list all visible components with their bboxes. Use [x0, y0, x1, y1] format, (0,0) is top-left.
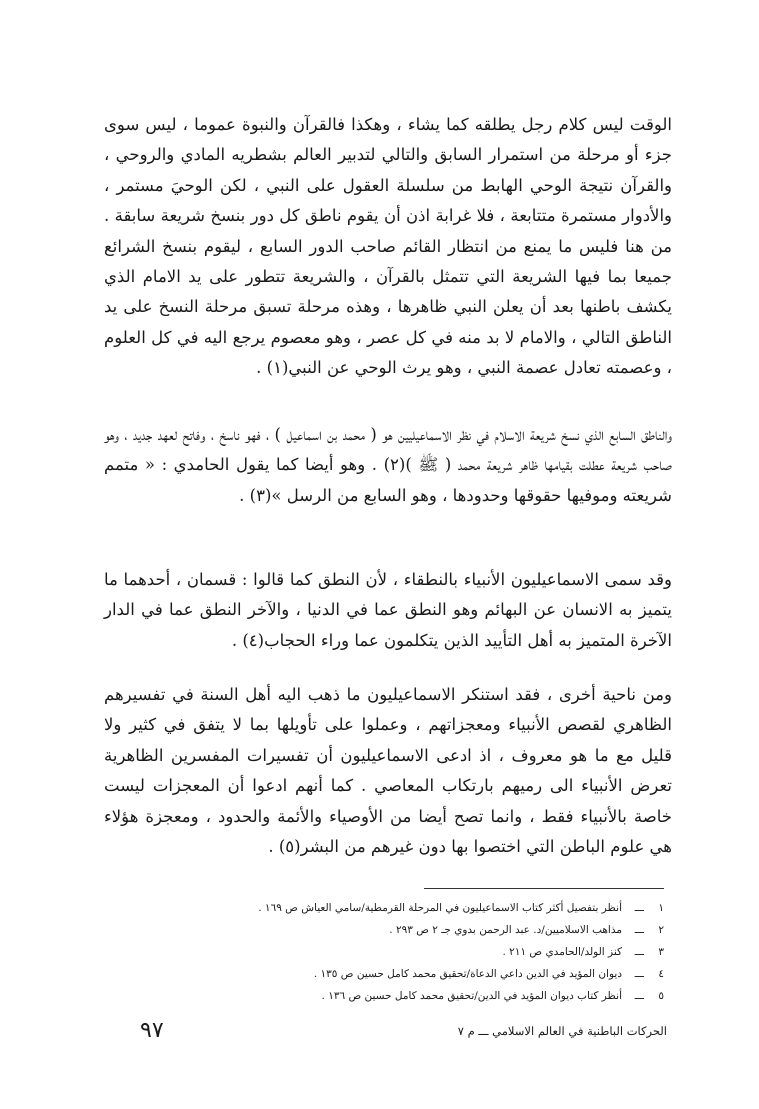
footnote-number: ٥	[658, 990, 664, 1002]
footnote-1	[258, 901, 664, 915]
footnote-text: ديوان المؤيد في الدين داعي الدعاة/تحقيق محمد كامل حسين ص ١٣٥ .	[313, 968, 622, 980]
footnote-number: ١	[658, 902, 664, 914]
footnote-number: ٢	[658, 924, 664, 936]
footnote-text: مذاهب الاسلاميين/د. عبد الرحمن بدوي جـ ٢ ص ٢٩٣ .	[389, 924, 622, 936]
footnote-number: ٣	[658, 946, 664, 958]
footnote-5	[300, 989, 664, 1003]
footnote-dash: ـــ	[634, 968, 644, 980]
footnote-number: ٤	[658, 968, 664, 980]
footnote-dash: ـــ	[634, 924, 644, 936]
footnote-3	[300, 945, 664, 959]
page-number: ٩٧	[140, 1018, 164, 1043]
body-paragraph-2: والناطق السابع الذي نسخ شريعة الاسلام في نظر الاسماعيليين هو ( محمد بن اسماعيل ) ، فهو ناسخ ، وفاتح لعهد جديد ، وهو صاحب شريعة عطلت بقيامها ظاهر شريعة محمد ( ﷺ )(٢) . وهو أيضا كما يقول الحامدي : « متمم شريعته وموفيها حقوقها وحدودها ، وهو السابع من الرسل »(٣) .	[104, 425, 672, 505]
footnote-dash: ـــ	[634, 902, 644, 914]
book-title-footer: الحركات الباطنية في العالم الاسلامي ـــ م ٧	[457, 1024, 667, 1038]
footnote-text: أنظر كتاب ديوان المؤيد في الدين/تحقيق محمد كامل حسين ص ١٣٦ .	[321, 990, 622, 1002]
body-paragraph-1: الوقت ليس كلام رجل يطلقه كما يشاء ، وهكذا فالقرآن والنبوة عموما ، ليس سوى جزء أو مرحلة من استمرار السابق والتالي لتدبير العالم بشطريه المادي والروحي ، والقرآن نتيجة الوحي الهابط من سلسلة العقول على النبي ، لكن الوحيَ مستمر ، والأدوار مستمرة متتابعة ، فلا غرابة اذن أن يقوم ناطق كل دور بنسخ شريعة سابقة . من هنا فليس ما يمنع من انتظار القائم صاحب الدور السابع ، ليقوم بنسخ الشرائع جميعا بما فيها الشريعة التي تتمثل بالقرآن ، والشريعة تتطور على يد الامام الذي يكشف باطنها بعد أن يعلن النبي ظاهرها ، وهذه مرحلة تسبق مرحلة النسخ على يد الناطق التالي ، والامام لا بد منه في كل عصر ، وهو معصوم يرجع اليه في كل العلوم ، وعصمته تعادل عصمة النبي ، وهو يرث الوحي عن النبي(١) .	[104, 115, 672, 378]
footnote-dash: ـــ	[634, 946, 644, 958]
body-paragraph-4: ومن ناحية أخرى ، فقد استنكر الاسماعيليون ما ذهب اليه أهل السنة في تفسيرهم الظاهري لقصص الأنبياء ومعجزاتهم ، وعملوا على تأويلها بما لا يتفق في كثير ولا قليل مع ما هو معروف ، اذ ادعى الاسماعيليون أن تفسيرات المفسرين الظاهرية تعرض الأنبياء الى رميهم بارتكاب المعاصي . كما أنهم ادعوا أن المعجزات ليست خاصة بالأنبياء فقط ، وانما تصح أيضا من الأوصياء والأئمة والحدود ، ومعجزة هؤلاء هي علوم الباطن التي اختصوا بها دون غيرهم من البشر(٥) .	[104, 685, 672, 857]
footnote-separator	[424, 888, 664, 889]
body-paragraph-3: وقد سمى الاسماعيليون الأنبياء بالنطقاء ، لأن النطق كما قالوا : قسمان ، أحدهما ما يتميز به الانسان عن البهائم وهو النطق عما في الدنيا ، والآخر النطق عما في الدار الآخرة المتميز به أهل التأييد الذين يتكلمون عما وراء الحجاب(٤) .	[104, 570, 672, 650]
footnote-text: أنظر بتفصيل أكثر كتاب الاسماعيليون في المرحلة القرمطية/سامي العياش ص ١٦٩ .	[258, 902, 622, 914]
footnote-4	[300, 967, 664, 981]
footnote-2	[300, 923, 664, 937]
footnote-dash: ـــ	[634, 990, 644, 1002]
footnote-text: كنز الولد/الحامدي ص ٢١١ .	[502, 946, 622, 958]
